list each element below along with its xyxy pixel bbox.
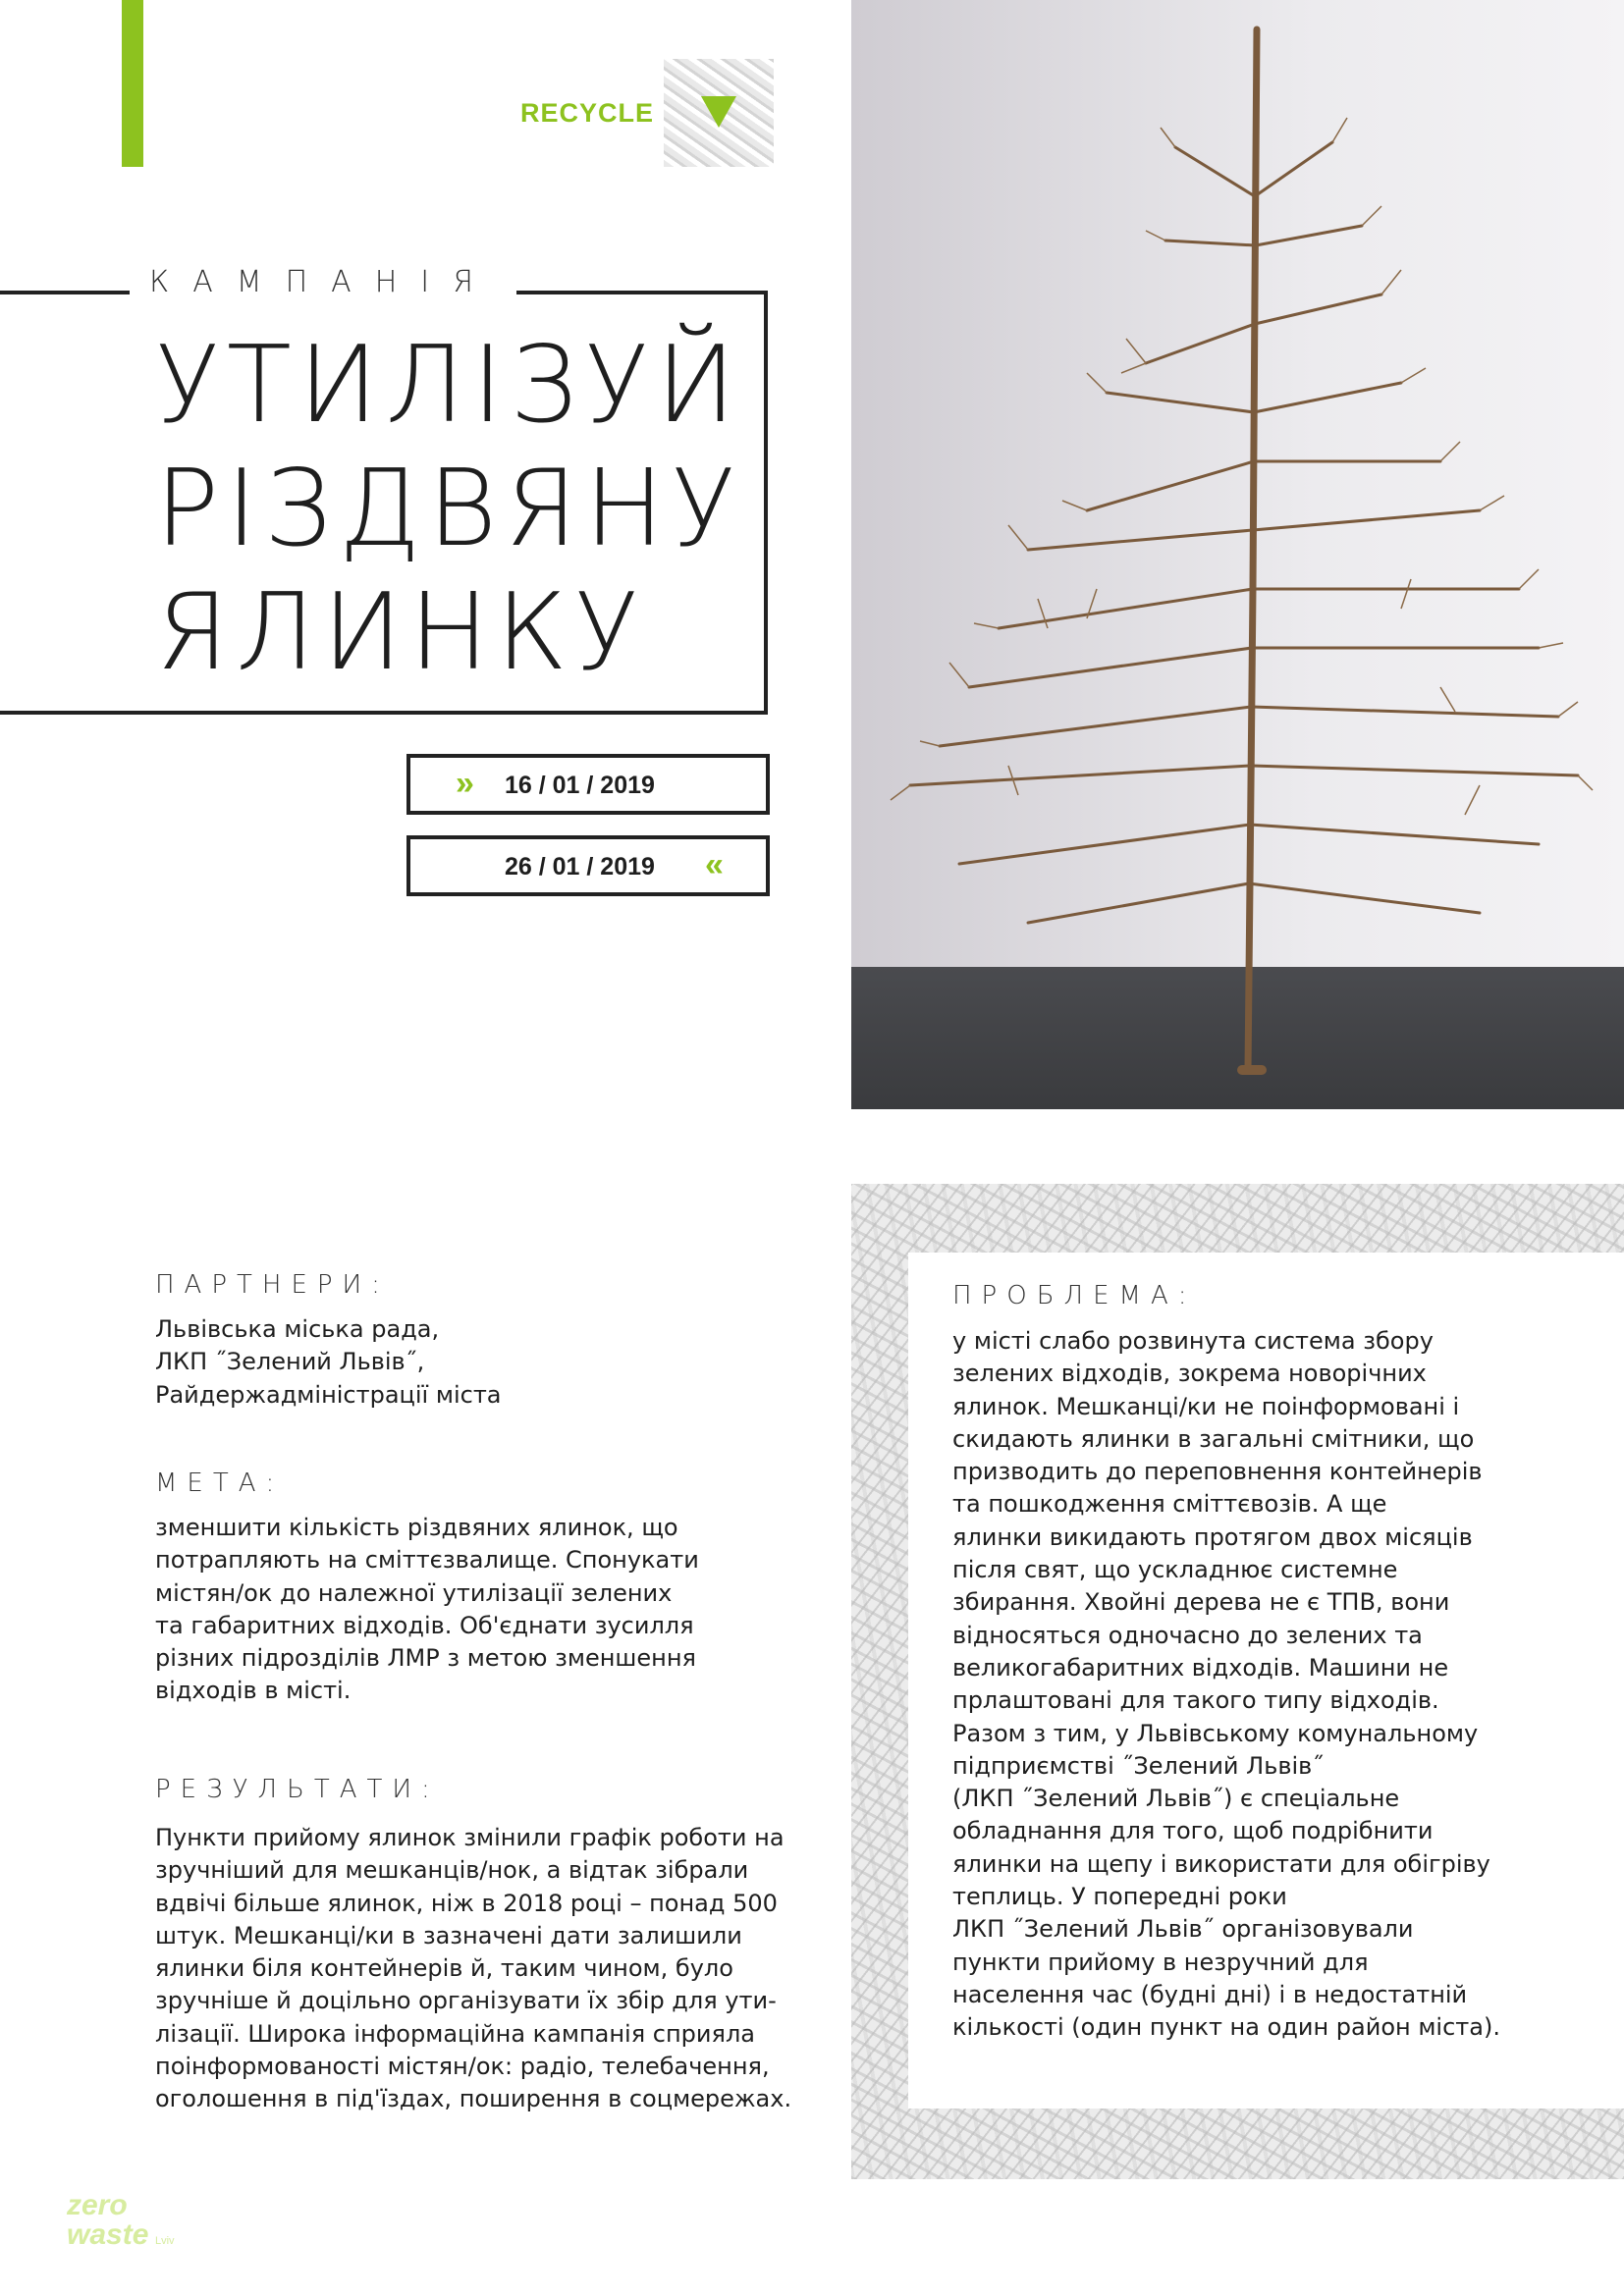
results-label: РЕЗУЛЬТАТИ:: [155, 1775, 440, 1804]
recycle-label: RECYCLE: [520, 98, 655, 128]
problem-label: ПРОБЛЕМА:: [952, 1281, 1197, 1310]
partners-text: Львівська міська рада, ЛКП ˝Зелений Львів˝, Райдержадміністрації міста: [155, 1315, 502, 1409]
zero-waste-logo: [63, 2185, 200, 2254]
title-line-3: ЯЛИНКУ: [155, 571, 646, 694]
problem-text: у місті слабо розвинута система збору зелених відходів, зокрема новорічних ялинок. Мешканці/ки не поінформовані і скидають ялинки в загальні смітники, що призводить до переповнення контейнерів та пошкодження сміттєвозів. А ще ялинки викидають протягом двох місяців після свят, що ускладнює системне збирання. Хвойні дерева не є ТПВ, вони відносяться одночасно до зелених та великогабаритних відходів. Машини не прлаштовані для такого типу відходів. Разом з тим, у Львівському комунальному підприємстві ˝Зелений Львів˝ (ЛКП ˝Зелений Львів˝) є спеціальне обладнання для того, щоб подрібнити ялинки на щепу і використати для обігріву теплиць. У попередні роки ЛКП ˝Зелений Львів˝ організовували пункти прийому в незручний для населення час (будні дні) і в недостатній кількості (один пункт на один район міста).: [952, 1327, 1500, 2042]
end-date: 26 / 01 / 2019: [505, 853, 655, 881]
svg-text:waste: waste: [67, 2218, 149, 2251]
page-title: [155, 324, 742, 695]
svg-text:zero: zero: [67, 2189, 128, 2221]
end-date-box: [406, 835, 770, 896]
christmas-tree-photo: [851, 0, 1624, 1109]
goal-text: зменшити кількість різдвяних ялинок, що потрапляють на сміттєзвалище. Спонукати містян/ок до належної утилізації зелених та габаритних відходів. Об'єднати зусилля різних підрозділів ЛМР з метою зменшення відходів в місті.: [155, 1514, 699, 1705]
start-date-box: [406, 754, 770, 815]
partners-label: ПАРТНЕРИ:: [155, 1270, 390, 1300]
accent-bar: [122, 0, 143, 167]
title-line-1: УТИЛІЗУЙ: [155, 324, 743, 447]
goal-label: МЕТА:: [155, 1468, 285, 1498]
chevron-left-icon: «: [705, 846, 724, 883]
chevron-right-icon: »: [456, 765, 474, 802]
results-text: Пункти прийому ялинок змінили графік роботи на зручніший для мешканців/нок, а відтак зібрали вдвічі більше ялинок, ніж в 2018 році – понад 500 штук. Мешканці/ки в зазначені дати залишили ялинки біля контейнерів й, таким чином, було зручніше й доцільно організувати їх збір для ути- лізації. Широка інформаційна кампанія сприяла поінформованості містян/ок: радіо, телебачення, оголошення в під'їздах, поширення в соцмережах.: [155, 1824, 792, 2113]
start-date: 16 / 01 / 2019: [505, 772, 655, 799]
svg-text:Lviv: Lviv: [155, 2235, 175, 2247]
title-line-2: РІЗДВЯНУ: [155, 448, 743, 570]
recycle-icon: [664, 59, 774, 167]
campaign-label: КАМПАНІЯ: [130, 265, 516, 299]
